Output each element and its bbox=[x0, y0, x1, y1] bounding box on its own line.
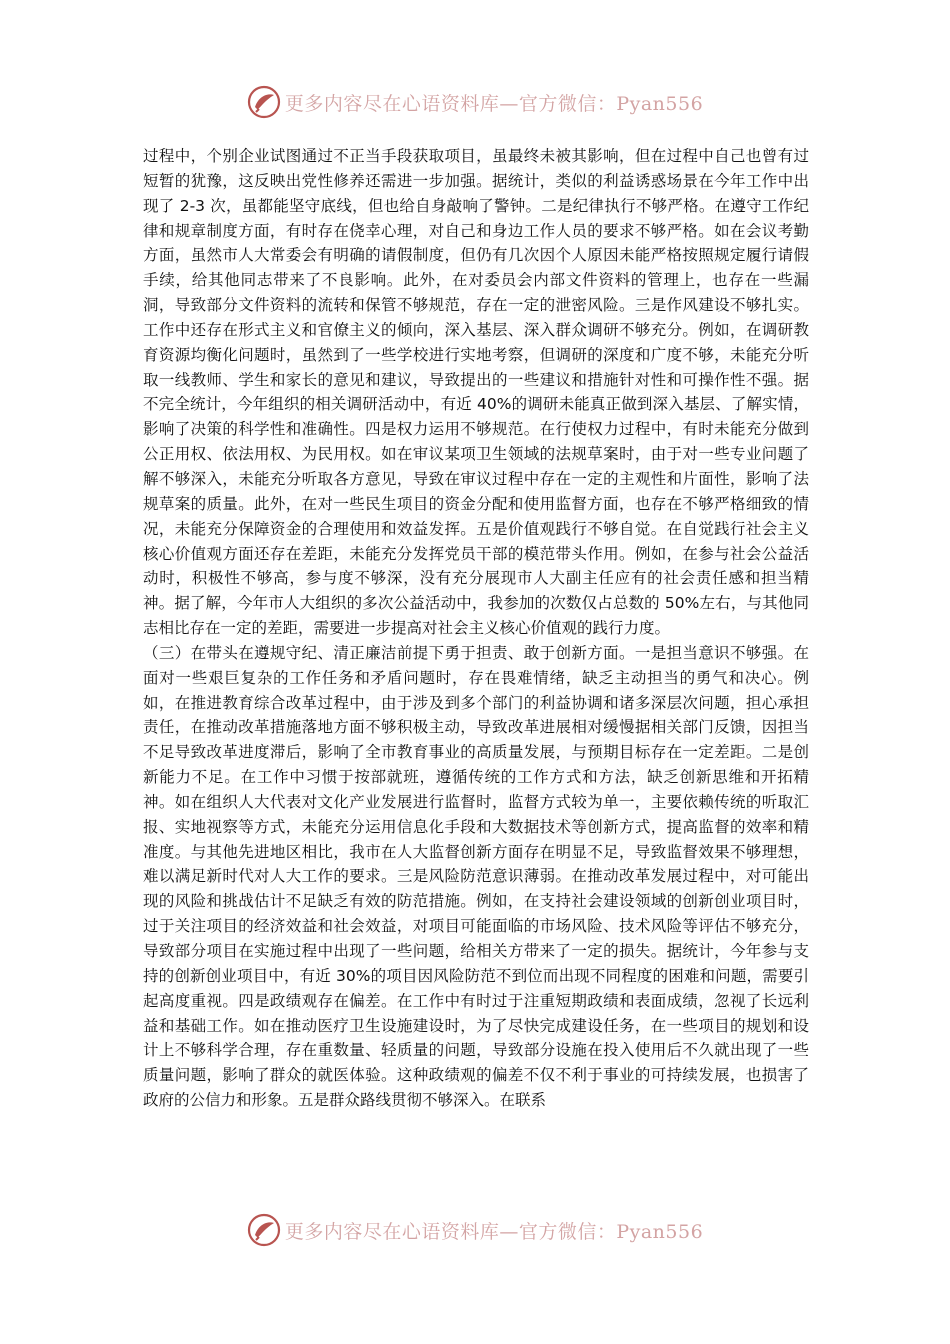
pen-logo-icon bbox=[247, 85, 281, 119]
header-watermark-banner bbox=[0, 82, 950, 122]
pen-logo-icon bbox=[247, 1213, 281, 1247]
body-paragraph-1: 过程中，个别企业试图通过不正当手段获取项目，虽最终未被其影响，但在过程中自己也曾有过短暂的犹豫，这反映出党性修养还需进一步加强。据统计，类似的利益诱惑场景在今年工作中出现了 2-3 次，虽都能坚守底线，但也给自身敲响了警钟。二是纪律执行不够严格。在遵守工作纪律和规章制度方面，有时存在侥幸心理，对自己和身边工作人员的要求不够严格。如在会议考勤方面，虽然市人大常委会有明确的请假制度，但仍有几次因个人原因未能严格按照规定履行请假手续，给其他同志带来了不良影响。此外，在对委员会内部文件资料的管理上，也存在一些漏洞，导致部分文件资料的流转和保管不够规范，存在一定的泄密风险。三是作风建设不够扎实。工作中还存在形式主义和官僚主义的倾向，深入基层、深入群众调研不够充分。例如，在调研教育资源均衡化问题时，虽然到了一些学校进行实地考察，但调研的深度和广度不够，未能充分听取一线教师、学生和家长的意见和建议，导致提出的一些建议和措施针对性和可操作性不强。据不完全统计，今年组织的相关调研活动中，有近 40%的调研未能真正做到深入基层、了解实情，影响了决策的科学性和准确性。四是权力运用不够规范。在行使权力过程中，有时未能充分做到公正用权、依法用权、为民用权。如在审议某项卫生领域的法规草案时，由于对一些专业问题了解不够深入，未能充分听取各方意见，导致在审议过程中存在一定的主观性和片面性，影响了法规草案的质量。此外，在对一些民生项目的资金分配和使用监督方面，也存在不够严格细致的情况，未能充分保障资金的合理使用和效益发挥。五是价值观践行不够自觉。在自觉践行社会主义核心价值观方面还存在差距，未能充分发挥党员干部的模范带头作用。例如，在参与社会公益活动时，积极性不够高，参与度不够深，没有充分展现市人大副主任应有的社会责任感和担当精神。据了解，今年市人大组织的多次公益活动中，我参加的次数仅占总数的 50%左右，与其他同志相比存在一定的差距，需要进一步提高对社会主义核心价值观的践行力度。 bbox=[143, 147, 809, 638]
document-body bbox=[143, 144, 809, 1113]
watermark-text: 更多内容尽在心语资料库—官方微信：Pyan556 bbox=[284, 1220, 704, 1243]
body-paragraph-2: （三）在带头在遵规守纪、清正廉洁前提下勇于担责、敢于创新方面。一是担当意识不够强。在面对一些艰巨复杂的工作任务和矛盾问题时，存在畏难情绪，缺乏主动担当的勇气和决心。例如，在推进教育综合改革过程中，由于涉及到多个部门的利益协调和诸多深层次问题，担心承担责任，在推动改革措施落地方面不够积极主动，导致改革进展相对缓慢据相关部门反馈，因担当不足导致改革进度滞后，影响了全市教育事业的高质量发展，与预期目标存在一定差距。二是创新能力不足。在工作中习惯于按部就班，遵循传统的工作方式和方法，缺乏创新思维和开拓精神。如在组织人大代表对文化产业发展进行监督时，监督方式较为单一，主要依赖传统的听取汇报、实地视察等方式，未能充分运用信息化手段和大数据技术等创新方式，提高监督的效率和精准度。与其他先进地区相比，我市在人大监督创新方面存在明显不足，导致监督效果不够理想，难以满足新时代对人大工作的要求。三是风险防范意识薄弱。在推动改革发展过程中，对可能出现的风险和挑战估计不足缺乏有效的防范措施。例如，在支持社会建设领域的创新创业项目时，过于关注项目的经济效益和社会效益，对项目可能面临的市场风险、技术风险等评估不够充分，导致部分项目在实施过程中出现了一些问题，给相关方带来了一定的损失。据统计，今年参与支持的创新创业项目中，有近 30%的项目因风险防范不到位而出现不同程度的困难和问题，需要引起高度重视。四是政绩观存在偏差。在工作中有时过于注重短期政绩和表面成绩，忽视了长远利益和基础工作。如在推动医疗卫生设施建设时，为了尽快完成建设任务，在一些项目的规划和设计上不够科学合理，存在重数量、轻质量的问题，导致部分设施在投入使用后不久就出现了一些质量问题，影响了群众的就医体验。这种政绩观的偏差不仅不利于事业的可持续发展，也损害了政府的公信力和形象。五是群众路线贯彻不够深入。在联系 bbox=[143, 643, 809, 1110]
watermark-text: 更多内容尽在心语资料库—官方微信：Pyan556 bbox=[284, 92, 704, 115]
footer-watermark-banner bbox=[0, 1210, 950, 1250]
